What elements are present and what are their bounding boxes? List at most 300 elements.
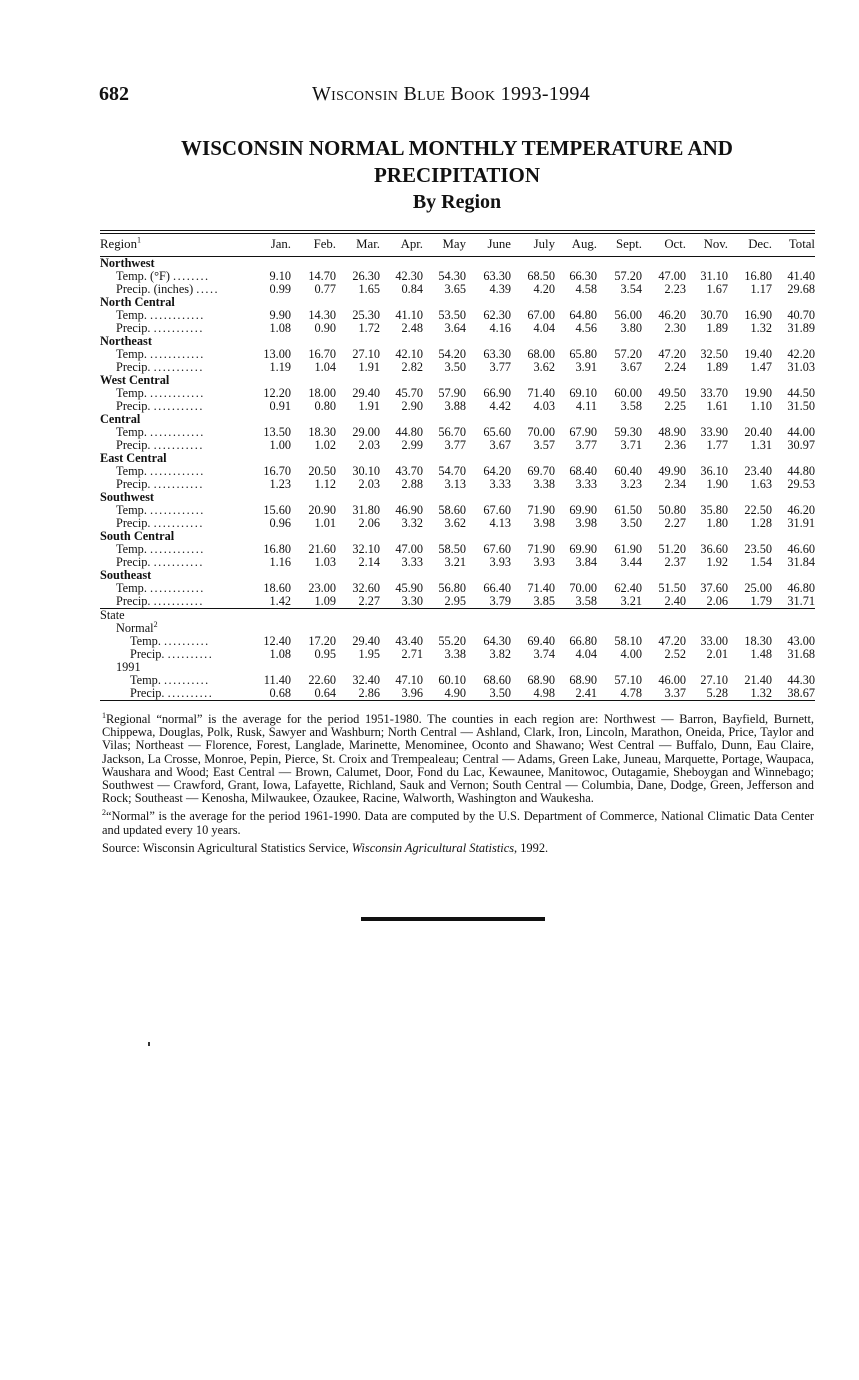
value-cell: 2.82 [401,360,423,374]
value-cell: 0.91 [269,399,291,413]
value-cell: 2.90 [401,399,423,413]
table-row [100,361,815,374]
value-cell: 68.90 [569,673,597,687]
value-cell: 63.30 [483,269,511,283]
total-cell: 29.53 [787,477,815,491]
value-cell: 49.50 [658,386,686,400]
value-cell: 57.20 [614,347,642,361]
group-heading-row [100,257,815,271]
value-cell: 0.96 [269,516,291,530]
value-cell: 23.40 [744,464,772,478]
row-label-text: Precip. [116,516,151,530]
value-cell: 65.60 [483,425,511,439]
value-cell: 3.62 [444,516,466,530]
dot-leader: ........... [153,360,204,374]
total-cell: 44.80 [787,464,815,478]
value-cell: 14.30 [308,308,336,322]
value-cell: 3.21 [444,555,466,569]
value-cell: 1.72 [358,321,380,335]
value-cell: 56.80 [438,581,466,595]
value-cell: 2.23 [664,282,686,296]
value-cell: 33.90 [700,425,728,439]
value-cell: 32.50 [700,347,728,361]
value-cell: 3.37 [642,687,686,701]
value-cell: 2.27 [664,516,686,530]
total-cell: 40.70 [787,308,815,322]
value-cell: 3.82 [489,647,511,661]
value-cell: 36.60 [700,542,728,556]
value-cell: 29.40 [352,634,380,648]
dot-leader: ........... [153,477,204,491]
table-row [100,322,815,335]
row-label-text: Temp. [116,542,147,556]
value-cell: 1.32 [750,321,772,335]
month-header: Apr. [380,234,423,257]
total-cell: 43.00 [787,634,815,648]
value-cell: 57.20 [614,269,642,283]
group-name: Normal [116,621,154,635]
value-cell: 1.08 [269,321,291,335]
value-cell: 26.30 [352,269,380,283]
region-header-label: Region [100,237,137,251]
dot-leader: ........... [153,594,204,608]
value-cell: 51.50 [658,581,686,595]
value-cell: 2.40 [664,594,686,608]
value-cell: 16.90 [744,308,772,322]
row-label-text: Precip. [116,360,151,374]
value-cell: 23.00 [308,581,336,595]
value-cell: 55.20 [438,634,466,648]
value-cell: 3.33 [575,477,597,491]
value-cell: 48.90 [658,425,686,439]
value-cell: 3.79 [489,594,511,608]
row-label-text: Precip. [116,555,151,569]
total-cell: 31.50 [787,399,815,413]
title-line-1: WISCONSIN NORMAL MONTHLY TEMPERATURE AND [181,136,733,160]
value-cell: 69.90 [569,503,597,517]
value-cell: 2.86 [336,687,380,701]
value-cell: 54.70 [438,464,466,478]
value-cell: 64.30 [483,634,511,648]
value-cell: 45.70 [395,386,423,400]
value-cell: 4.98 [511,687,555,701]
value-cell: 9.90 [269,308,291,322]
value-cell: 54.30 [438,269,466,283]
value-cell: 3.50 [620,516,642,530]
table-header-row [100,234,815,257]
value-cell: 1.89 [706,360,728,374]
value-cell: 57.10 [614,673,642,687]
value-cell: 4.42 [489,399,511,413]
dot-leader: ............ [149,386,205,400]
row-label-text: Temp. [116,308,147,322]
group-heading-row [100,609,815,623]
value-cell: 4.04 [575,647,597,661]
value-cell: 1.12 [314,477,336,491]
month-header: Oct. [642,234,686,257]
value-cell: 60.10 [438,673,466,687]
value-cell: 3.54 [620,282,642,296]
value-cell: 16.70 [263,464,291,478]
value-cell: 22.60 [308,673,336,687]
dot-leader: ........... [153,516,204,530]
page-number: 682 [99,83,129,105]
source-note [102,842,814,855]
value-cell: 1.08 [269,647,291,661]
value-cell: 4.78 [597,687,642,701]
dot-leader: .......... [163,634,210,648]
value-cell: 1.48 [750,647,772,661]
row-label-text: Precip. [116,594,151,608]
value-cell: 1.23 [269,477,291,491]
value-cell: 4.58 [575,282,597,296]
group-name: State [100,608,125,622]
value-cell: 21.60 [308,542,336,556]
group-name: Southwest [100,490,154,504]
total-cell: 44.50 [787,386,815,400]
month-header: Mar. [336,234,380,257]
row-label-text: Temp. [116,386,147,400]
value-cell: 2.71 [401,647,423,661]
value-cell: 71.90 [527,542,555,556]
table-row [100,400,815,413]
source-prefix: Source: Wisconsin Agricultural Statistics Service, [102,840,352,855]
dot-leader: ............ [149,464,205,478]
value-cell: 2.27 [358,594,380,608]
value-cell: 71.90 [527,503,555,517]
row-label-text: Temp. [130,634,161,648]
row-label [100,595,246,609]
value-cell: 0.95 [314,647,336,661]
value-cell: 44.80 [395,425,423,439]
value-cell: 35.80 [700,503,728,517]
row-label-text: Temp. [116,425,147,439]
value-cell: 25.00 [744,581,772,595]
footnote-1-mark: 1 [102,710,106,720]
total-header: Total [772,234,815,257]
dot-leader: ............ [149,581,205,595]
value-cell: 56.00 [614,308,642,322]
group-name: South Central [100,529,175,543]
value-cell: 51.20 [658,542,686,556]
value-cell: 3.98 [533,516,555,530]
dot-leader: .......... [163,673,210,687]
value-cell: 50.80 [658,503,686,517]
value-cell: 61.50 [614,503,642,517]
value-cell: 4.04 [533,321,555,335]
value-cell: 3.30 [401,594,423,608]
dot-leader: ........... [153,555,204,569]
value-cell: 2.52 [664,647,686,661]
row-label-text: Precip. [130,647,165,661]
value-cell: 16.80 [744,269,772,283]
value-cell: 1.90 [706,477,728,491]
value-cell: 46.00 [658,673,686,687]
value-cell: 1.91 [358,360,380,374]
value-cell: 68.40 [569,464,597,478]
footnote-2-text: “Normal” is the average for the period 1961-1990. Data are computed by the U.S. Department of Commerce, National Climatic Data Center and updated every 10 years. [102,809,814,837]
value-cell: 58.50 [438,542,466,556]
value-cell: 42.30 [395,269,423,283]
value-cell: 4.00 [620,647,642,661]
value-cell: 1.77 [706,438,728,452]
group-name: 1991 [116,660,141,674]
total-cell: 46.80 [787,581,815,595]
value-cell: 18.00 [308,386,336,400]
value-cell: 13.50 [263,425,291,439]
value-cell: 2.36 [664,438,686,452]
value-cell: 57.90 [438,386,466,400]
value-cell: 3.85 [533,594,555,608]
value-cell: 70.00 [569,581,597,595]
month-header: Sept. [597,234,642,257]
value-cell: 16.80 [263,542,291,556]
value-cell: 2.25 [664,399,686,413]
value-cell: 1.09 [314,594,336,608]
value-cell: 58.10 [614,634,642,648]
value-cell: 3.13 [444,477,466,491]
value-cell: 71.40 [527,386,555,400]
value-cell: 3.64 [444,321,466,335]
value-cell: 20.50 [308,464,336,478]
month-header: June [466,234,511,257]
value-cell: 2.34 [664,477,686,491]
value-cell: 32.10 [352,542,380,556]
table-row [100,687,815,701]
source-suffix: , 1992. [514,840,549,855]
value-cell: 4.20 [533,282,555,296]
value-cell: 3.84 [575,555,597,569]
end-of-section-rule [361,917,545,921]
value-cell: 3.38 [533,477,555,491]
value-cell: 68.90 [527,673,555,687]
value-cell: 53.50 [438,308,466,322]
value-cell: 0.99 [269,282,291,296]
value-cell: 2.14 [358,555,380,569]
value-cell: 69.70 [527,464,555,478]
page-header [99,83,819,109]
value-cell: 42.10 [395,347,423,361]
table-subtitle: By Region [412,191,502,213]
footnote-ref-2: 2 [153,619,158,629]
value-cell: 18.30 [744,634,772,648]
value-cell: 0.64 [291,687,336,701]
row-label-text: Temp. (°F) [116,269,170,283]
value-cell: 66.90 [483,386,511,400]
value-cell: 64.80 [569,308,597,322]
table-title [99,135,815,216]
row-label-text: Temp. [130,673,161,687]
value-cell: 31.80 [352,503,380,517]
value-cell: 67.60 [483,503,511,517]
value-cell: 60.00 [614,386,642,400]
value-cell: 3.77 [489,360,511,374]
footnote-1-text: Regional “normal” is the average for the period 1951-1980. The counties in each region are: Northwest — Barron, Bayfield, Burnett, Chippewa, Douglas, Polk, Rusk, Sawyer and Washburn; North Central — Ashland, Clark, Iron, Lincoln, Marathon, Oneida, Price, Taylor and Vilas; Northeast — Florence, Forest, Langlade, Marinette, Menominee, Oconto and Shawano; West Central — Buffalo, Dunn, Eau Claire, Jackson, La Crosse, Monroe, Pepin, Pierce, St. Croix and Trempealeau; Central — Adams, Green Lake, Juneau, Marquette, Portage, Waupaca, Waushara and Wood; East Central — Brown, Calumet, Door, Fond du Lac, Kewaunee, Manitowoc, Outagamie, Sheboygan and Winnebago; Southwest — Crawford, Grant, Iowa, Lafayette, Richland, Sauk and Vernon; South Central — Columbia, Dane, Dodge, Green, Jefferson and Rock; Southeast — Kenosha, Milwaukee, Ozaukee, Racine, Walworth, Washington and Waukesha. [102,712,814,806]
value-cell: 30.70 [700,308,728,322]
value-cell: 3.74 [533,647,555,661]
value-cell: 61.90 [614,542,642,556]
value-cell: 31.10 [700,269,728,283]
value-cell: 13.00 [263,347,291,361]
value-cell: 2.03 [358,438,380,452]
value-cell: 12.20 [263,386,291,400]
value-cell: 2.06 [358,516,380,530]
total-cell: 31.89 [787,321,815,335]
value-cell: 3.33 [489,477,511,491]
month-header: Feb. [291,234,336,257]
row-label-text: Precip. [116,321,151,335]
value-cell: 2.24 [664,360,686,374]
value-cell: 33.00 [700,634,728,648]
value-cell: 20.40 [744,425,772,439]
value-cell: 0.84 [401,282,423,296]
value-cell: 1.63 [750,477,772,491]
value-cell: 1.54 [750,555,772,569]
group-name: Northeast [100,334,152,348]
dot-leader: ........... [153,399,204,413]
value-cell: 47.20 [658,634,686,648]
value-cell: 2.30 [664,321,686,335]
value-cell: 3.71 [620,438,642,452]
dot-leader: .......... [167,686,214,700]
value-cell: 1.28 [750,516,772,530]
value-cell: 49.90 [658,464,686,478]
table-row [100,478,815,491]
value-cell: 3.65 [444,282,466,296]
value-cell: 1.31 [750,438,772,452]
value-cell: 62.40 [614,581,642,595]
row-label-text: Precip. (inches) [116,282,194,296]
value-cell: 4.13 [489,516,511,530]
value-cell: 22.50 [744,503,772,517]
value-cell: 1.47 [750,360,772,374]
value-cell: 3.50 [444,360,466,374]
value-cell: 3.98 [575,516,597,530]
total-cell: 42.20 [787,347,815,361]
value-cell: 67.90 [569,425,597,439]
value-cell: 63.30 [483,347,511,361]
row-label-text: Temp. [116,347,147,361]
value-cell: 56.70 [438,425,466,439]
value-cell: 12.40 [263,634,291,648]
value-cell: 69.10 [569,386,597,400]
row-label-text: Precip. [116,399,151,413]
value-cell: 64.20 [483,464,511,478]
dot-leader: .......... [167,647,214,661]
value-cell: 59.30 [614,425,642,439]
row-label-text: Precip. [130,686,165,700]
dot-leader: ........... [153,321,204,335]
footnote-1 [102,710,814,806]
value-cell: 1.01 [314,516,336,530]
value-cell: 27.10 [352,347,380,361]
value-cell: 70.00 [527,425,555,439]
value-cell: 3.58 [620,399,642,413]
value-cell: 9.10 [269,269,291,283]
value-cell: 19.90 [744,386,772,400]
footnote-2-mark: 2 [102,808,106,818]
value-cell: 1.67 [706,282,728,296]
row-label-text: Precip. [116,477,151,491]
value-cell: 30.10 [352,464,380,478]
value-cell: 0.77 [314,282,336,296]
month-header: Jan. [246,234,291,257]
value-cell: 43.40 [395,634,423,648]
value-cell: 3.58 [575,594,597,608]
footnotes [102,710,814,855]
value-cell: 18.30 [308,425,336,439]
value-cell: 47.00 [395,542,423,556]
value-cell: 68.50 [527,269,555,283]
value-cell: 32.60 [352,581,380,595]
value-cell: 2.48 [401,321,423,335]
value-cell: 1.95 [358,647,380,661]
value-cell: 1.42 [269,594,291,608]
table-row [100,648,815,661]
value-cell: 4.11 [575,399,597,413]
value-cell: 3.32 [401,516,423,530]
value-cell: 66.30 [569,269,597,283]
value-cell: 71.40 [527,581,555,595]
value-cell: 1.19 [269,360,291,374]
value-cell: 3.77 [444,438,466,452]
value-cell: 1.03 [314,555,336,569]
value-cell: 65.80 [569,347,597,361]
value-cell: 4.39 [489,282,511,296]
value-cell: 2.01 [706,647,728,661]
value-cell: 37.60 [700,581,728,595]
value-cell: 2.41 [555,687,597,701]
value-cell: 1.00 [269,438,291,452]
scan-speck [148,1042,150,1046]
value-cell: 2.99 [401,438,423,452]
total-cell: 30.97 [787,438,815,452]
dot-leader: ........ [173,269,210,283]
value-cell: 17.20 [308,634,336,648]
value-cell: 21.40 [744,673,772,687]
value-cell: 3.67 [489,438,511,452]
group-heading [100,257,815,271]
value-cell: 11.40 [263,673,291,687]
table-row [100,283,815,296]
value-cell: 41.10 [395,308,423,322]
value-cell: 14.70 [308,269,336,283]
dot-leader: ............ [149,503,205,517]
value-cell: 47.10 [395,673,423,687]
table-row [100,517,815,530]
total-cell: 46.20 [787,503,815,517]
row-label-text: Temp. [116,503,147,517]
region-column-header [100,234,246,257]
value-cell: 1.89 [706,321,728,335]
value-cell: 19.40 [744,347,772,361]
value-cell: 67.60 [483,542,511,556]
title-line-2: PRECIPITATION [373,163,541,187]
value-cell: 36.10 [700,464,728,478]
value-cell: 4.03 [533,399,555,413]
value-cell: 1.10 [750,399,772,413]
row-label-text: Temp. [116,581,147,595]
total-cell: 46.60 [787,542,815,556]
group-name: Northwest [100,256,155,270]
value-cell: 2.95 [444,594,466,608]
value-cell: 0.90 [314,321,336,335]
total-cell: 41.40 [787,269,815,283]
value-cell: 0.68 [246,687,291,701]
group-name: North Central [100,295,175,309]
value-cell: 2.37 [664,555,686,569]
value-cell: 3.57 [533,438,555,452]
